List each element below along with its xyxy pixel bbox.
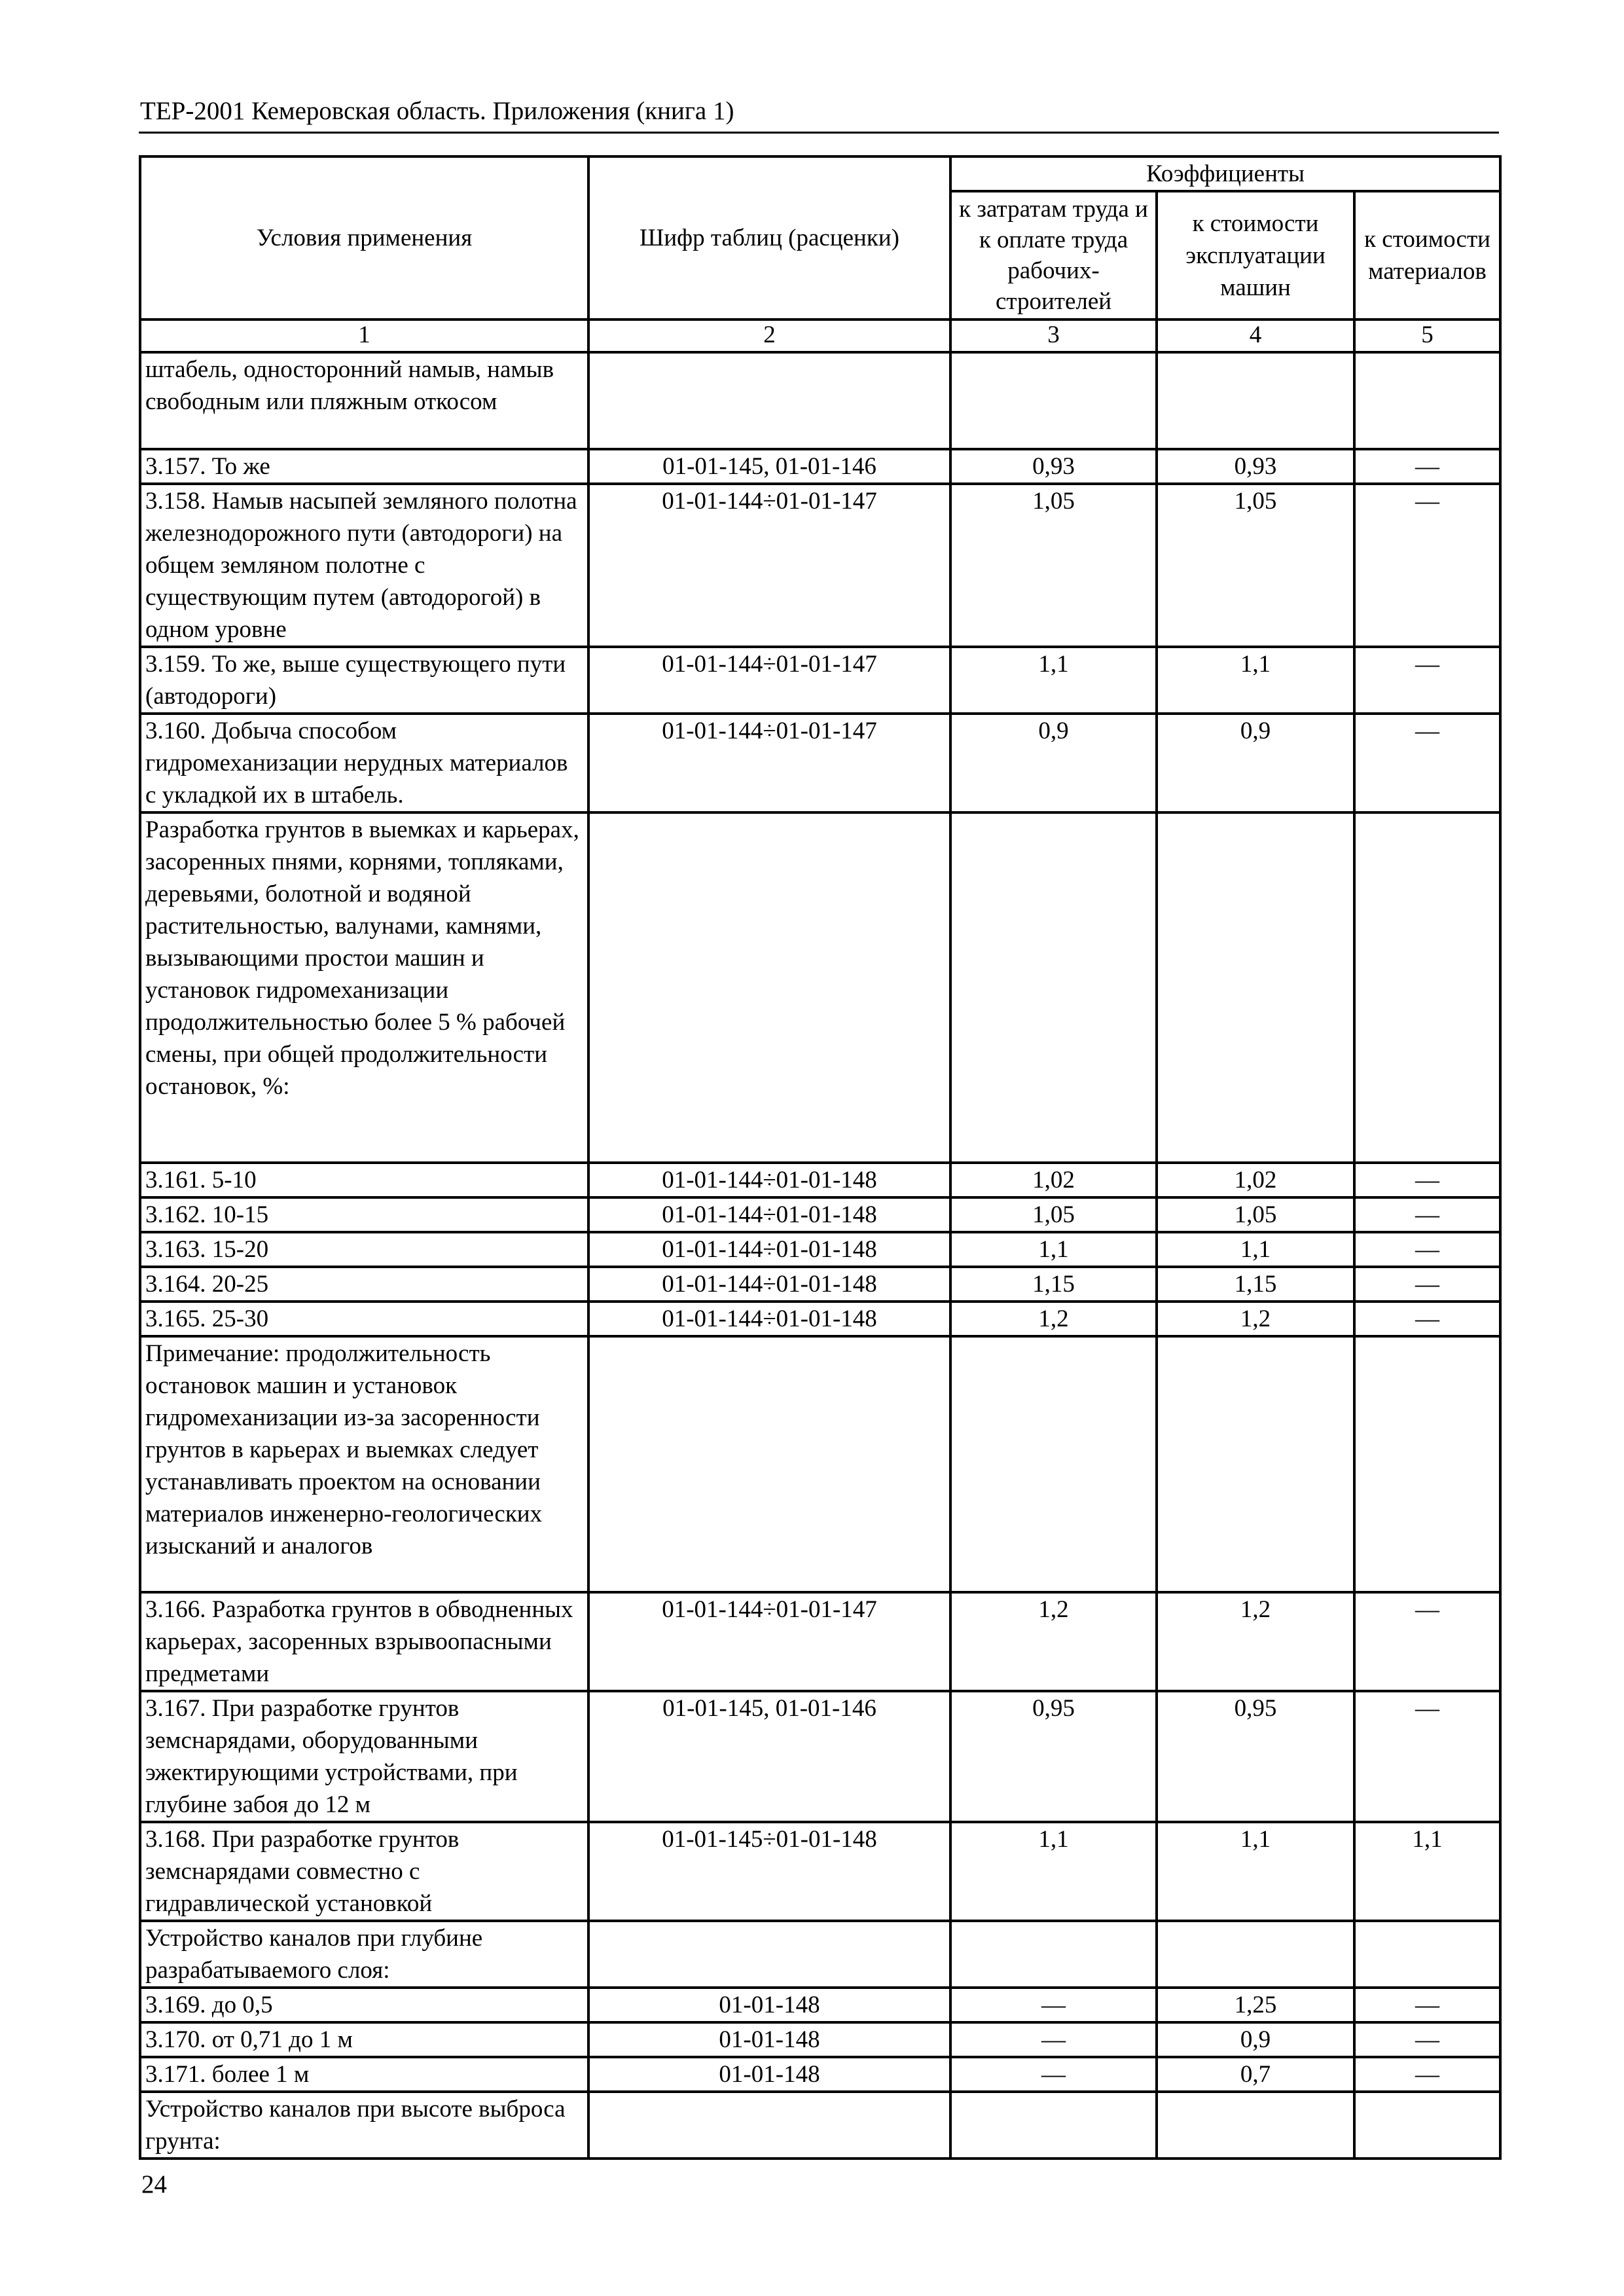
row-cipher: 01-01-144÷01-01-148	[588, 1302, 950, 1336]
row-cipher: 01-01-148	[588, 2057, 950, 2092]
row-cipher: 01-01-144÷01-01-148	[588, 1267, 950, 1302]
table-row	[140, 1163, 1500, 1197]
row-condition: 3.164. 20-25	[140, 1267, 588, 1302]
table-row	[140, 1336, 1500, 1592]
row-machine-coef: 1,05	[1157, 484, 1354, 647]
table-row	[140, 352, 1500, 449]
row-labor-coef: 0,93	[950, 449, 1157, 484]
column-number: 5	[1354, 319, 1500, 352]
row-cipher: 01-01-145÷01-01-148	[588, 1822, 950, 1921]
row-machine-coef: 1,25	[1157, 1988, 1354, 2022]
table-row	[140, 2092, 1500, 2159]
table-row	[140, 812, 1500, 1163]
row-condition: 3.167. При разработке грунтов земснарядами, оборудованными эжектирующими устройствами, при глубине забоя до 12 м	[140, 1691, 588, 1822]
row-labor-coef: 1,1	[950, 647, 1157, 714]
row-labor-coef: —	[950, 2057, 1157, 2092]
row-material-coef: —	[1354, 714, 1500, 812]
row-material-coef: —	[1354, 647, 1500, 714]
row-machine-coef: 0,93	[1157, 449, 1354, 484]
row-condition: 3.157. То же	[140, 449, 588, 484]
table-row	[140, 1988, 1500, 2022]
row-cipher: 01-01-144÷01-01-147	[588, 647, 950, 714]
row-condition: 3.170. от 0,71 до 1 м	[140, 2022, 588, 2057]
row-machine-coef	[1157, 2092, 1354, 2159]
table-row	[140, 1302, 1500, 1336]
row-labor-coef	[950, 352, 1157, 449]
row-condition: Устройство каналов при глубине разрабатываемого слоя:	[140, 1921, 588, 1988]
header-materials: к стоимости материалов	[1354, 191, 1500, 319]
row-machine-coef: 1,1	[1157, 647, 1354, 714]
row-labor-coef: 1,02	[950, 1163, 1157, 1197]
column-number: 4	[1157, 319, 1354, 352]
row-machine-coef: 1,05	[1157, 1197, 1354, 1232]
row-material-coef: —	[1354, 2022, 1500, 2057]
table-row	[140, 449, 1500, 484]
header-rule	[139, 132, 1499, 134]
row-condition: 3.162. 10-15	[140, 1197, 588, 1232]
row-material-coef: —	[1354, 1232, 1500, 1267]
row-cipher	[588, 352, 950, 449]
row-condition: 3.169. до 0,5	[140, 1988, 588, 2022]
row-condition: 3.159. То же, выше существующего пути (автодороги)	[140, 647, 588, 714]
row-labor-coef: 1,05	[950, 484, 1157, 647]
row-labor-coef	[950, 1336, 1157, 1592]
row-cipher: 01-01-144÷01-01-148	[588, 1197, 950, 1232]
row-material-coef: —	[1354, 1267, 1500, 1302]
table-row	[140, 1691, 1500, 1822]
row-material-coef: —	[1354, 1302, 1500, 1336]
header-cipher: Шифр таблиц (расценки)	[588, 156, 950, 319]
row-condition: 3.165. 25-30	[140, 1302, 588, 1336]
row-material-coef: —	[1354, 1163, 1500, 1197]
row-machine-coef: 1,02	[1157, 1163, 1354, 1197]
table-row	[140, 2057, 1500, 2092]
header-machines: к стоимости эксплуатации машин	[1157, 191, 1354, 319]
row-material-coef: —	[1354, 1197, 1500, 1232]
row-condition: Разработка грунтов в выемках и карьерах, засоренных пнями, корнями, топляками, деревьями, болотной и водяной растительностью, валунами, камнями, вызывающими простои машин и установок гидромеханизации продолжительностью более 5 % рабочей смены, при общей продолжительности остановок, %:	[140, 812, 588, 1163]
row-material-coef	[1354, 1921, 1500, 1988]
row-condition: 3.161. 5-10	[140, 1163, 588, 1197]
row-condition: 3.168. При разработке грунтов земснарядами совместно с гидравлической установкой	[140, 1822, 588, 1921]
row-cipher	[588, 812, 950, 1163]
row-machine-coef: 0,9	[1157, 714, 1354, 812]
row-labor-coef: 1,05	[950, 1197, 1157, 1232]
row-machine-coef: 1,1	[1157, 1232, 1354, 1267]
column-number: 3	[950, 319, 1157, 352]
row-condition: 3.158. Намыв насыпей земляного полотна железнодорожного пути (автодороги) на общем земляном полотне с существующим путем (автодорогой) в одном уровне	[140, 484, 588, 647]
row-cipher: 01-01-144÷01-01-148	[588, 1163, 950, 1197]
row-condition: 3.166. Разработка грунтов в обводненных карьерах, засоренных взрывоопасными предметами	[140, 1592, 588, 1691]
row-material-coef	[1354, 1336, 1500, 1592]
row-condition: Примечание: продолжительность остановок машин и установок гидромеханизации из-за засоренности грунтов в карьерах и выемках следует устанавливать проектом на основании материалов инженерно-геологических изысканий и аналогов	[140, 1336, 588, 1592]
row-machine-coef	[1157, 1921, 1354, 1988]
row-cipher: 01-01-145, 01-01-146	[588, 449, 950, 484]
row-material-coef: —	[1354, 2057, 1500, 2092]
row-material-coef	[1354, 812, 1500, 1163]
table-row	[140, 1921, 1500, 1988]
row-labor-coef	[950, 812, 1157, 1163]
column-number-row	[140, 319, 1500, 352]
row-cipher: 01-01-148	[588, 2022, 950, 2057]
table-row	[140, 1267, 1500, 1302]
row-cipher: 01-01-148	[588, 1988, 950, 2022]
row-labor-coef: 1,1	[950, 1822, 1157, 1921]
row-machine-coef: 1,2	[1157, 1302, 1354, 1336]
row-labor-coef: 1,15	[950, 1267, 1157, 1302]
page-number: 24	[141, 2170, 167, 2198]
table-row	[140, 1197, 1500, 1232]
row-labor-coef: 1,2	[950, 1592, 1157, 1691]
row-material-coef: —	[1354, 484, 1500, 647]
row-cipher	[588, 1336, 950, 1592]
table-row	[140, 647, 1500, 714]
row-condition: 3.171. более 1 м	[140, 2057, 588, 2092]
row-material-coef: —	[1354, 1988, 1500, 2022]
header-coefficients: Коэффициенты	[950, 156, 1500, 191]
row-condition: Устройство каналов при высоте выброса грунта:	[140, 2092, 588, 2159]
table-row	[140, 1592, 1500, 1691]
row-labor-coef	[950, 1921, 1157, 1988]
row-cipher: 01-01-144÷01-01-148	[588, 1232, 950, 1267]
row-cipher	[588, 2092, 950, 2159]
row-material-coef	[1354, 352, 1500, 449]
header-labor: к затратам труда и к оплате труда рабочих-строителей	[950, 191, 1157, 319]
table-row	[140, 2022, 1500, 2057]
table-row	[140, 1232, 1500, 1267]
row-cipher	[588, 1921, 950, 1988]
row-labor-coef: 0,9	[950, 714, 1157, 812]
row-labor-coef: 0,95	[950, 1691, 1157, 1822]
row-machine-coef: 1,1	[1157, 1822, 1354, 1921]
row-machine-coef	[1157, 812, 1354, 1163]
row-machine-coef	[1157, 1336, 1354, 1592]
column-number: 1	[140, 319, 588, 352]
row-machine-coef: 1,15	[1157, 1267, 1354, 1302]
header-conditions: Условия применения	[140, 156, 588, 319]
row-cipher: 01-01-145, 01-01-146	[588, 1691, 950, 1822]
row-labor-coef: 1,1	[950, 1232, 1157, 1267]
row-machine-coef	[1157, 352, 1354, 449]
row-cipher: 01-01-144÷01-01-147	[588, 1592, 950, 1691]
row-machine-coef: 0,7	[1157, 2057, 1354, 2092]
row-material-coef	[1354, 2092, 1500, 2159]
row-material-coef: —	[1354, 1691, 1500, 1822]
row-machine-coef: 1,2	[1157, 1592, 1354, 1691]
row-condition: штабель, односторонний намыв, намыв свободным или пляжным откосом	[140, 352, 588, 449]
row-labor-coef: 1,2	[950, 1302, 1157, 1336]
running-head: ТЕР-2001 Кемеровская область. Приложения (книга 1)	[140, 97, 734, 125]
table-row	[140, 1822, 1500, 1921]
table-row	[140, 714, 1500, 812]
row-cipher: 01-01-144÷01-01-147	[588, 714, 950, 812]
row-material-coef: 1,1	[1354, 1822, 1500, 1921]
row-material-coef: —	[1354, 1592, 1500, 1691]
row-material-coef: —	[1354, 449, 1500, 484]
row-condition: 3.163. 15-20	[140, 1232, 588, 1267]
coefficients-table	[139, 155, 1502, 2160]
row-condition: 3.160. Добыча способом гидромеханизации нерудных материалов с укладкой их в штабель.	[140, 714, 588, 812]
column-number: 2	[588, 319, 950, 352]
row-machine-coef: 0,95	[1157, 1691, 1354, 1822]
row-cipher: 01-01-144÷01-01-147	[588, 484, 950, 647]
row-labor-coef	[950, 2092, 1157, 2159]
table-row	[140, 484, 1500, 647]
row-machine-coef: 0,9	[1157, 2022, 1354, 2057]
row-labor-coef: —	[950, 1988, 1157, 2022]
row-labor-coef: —	[950, 2022, 1157, 2057]
